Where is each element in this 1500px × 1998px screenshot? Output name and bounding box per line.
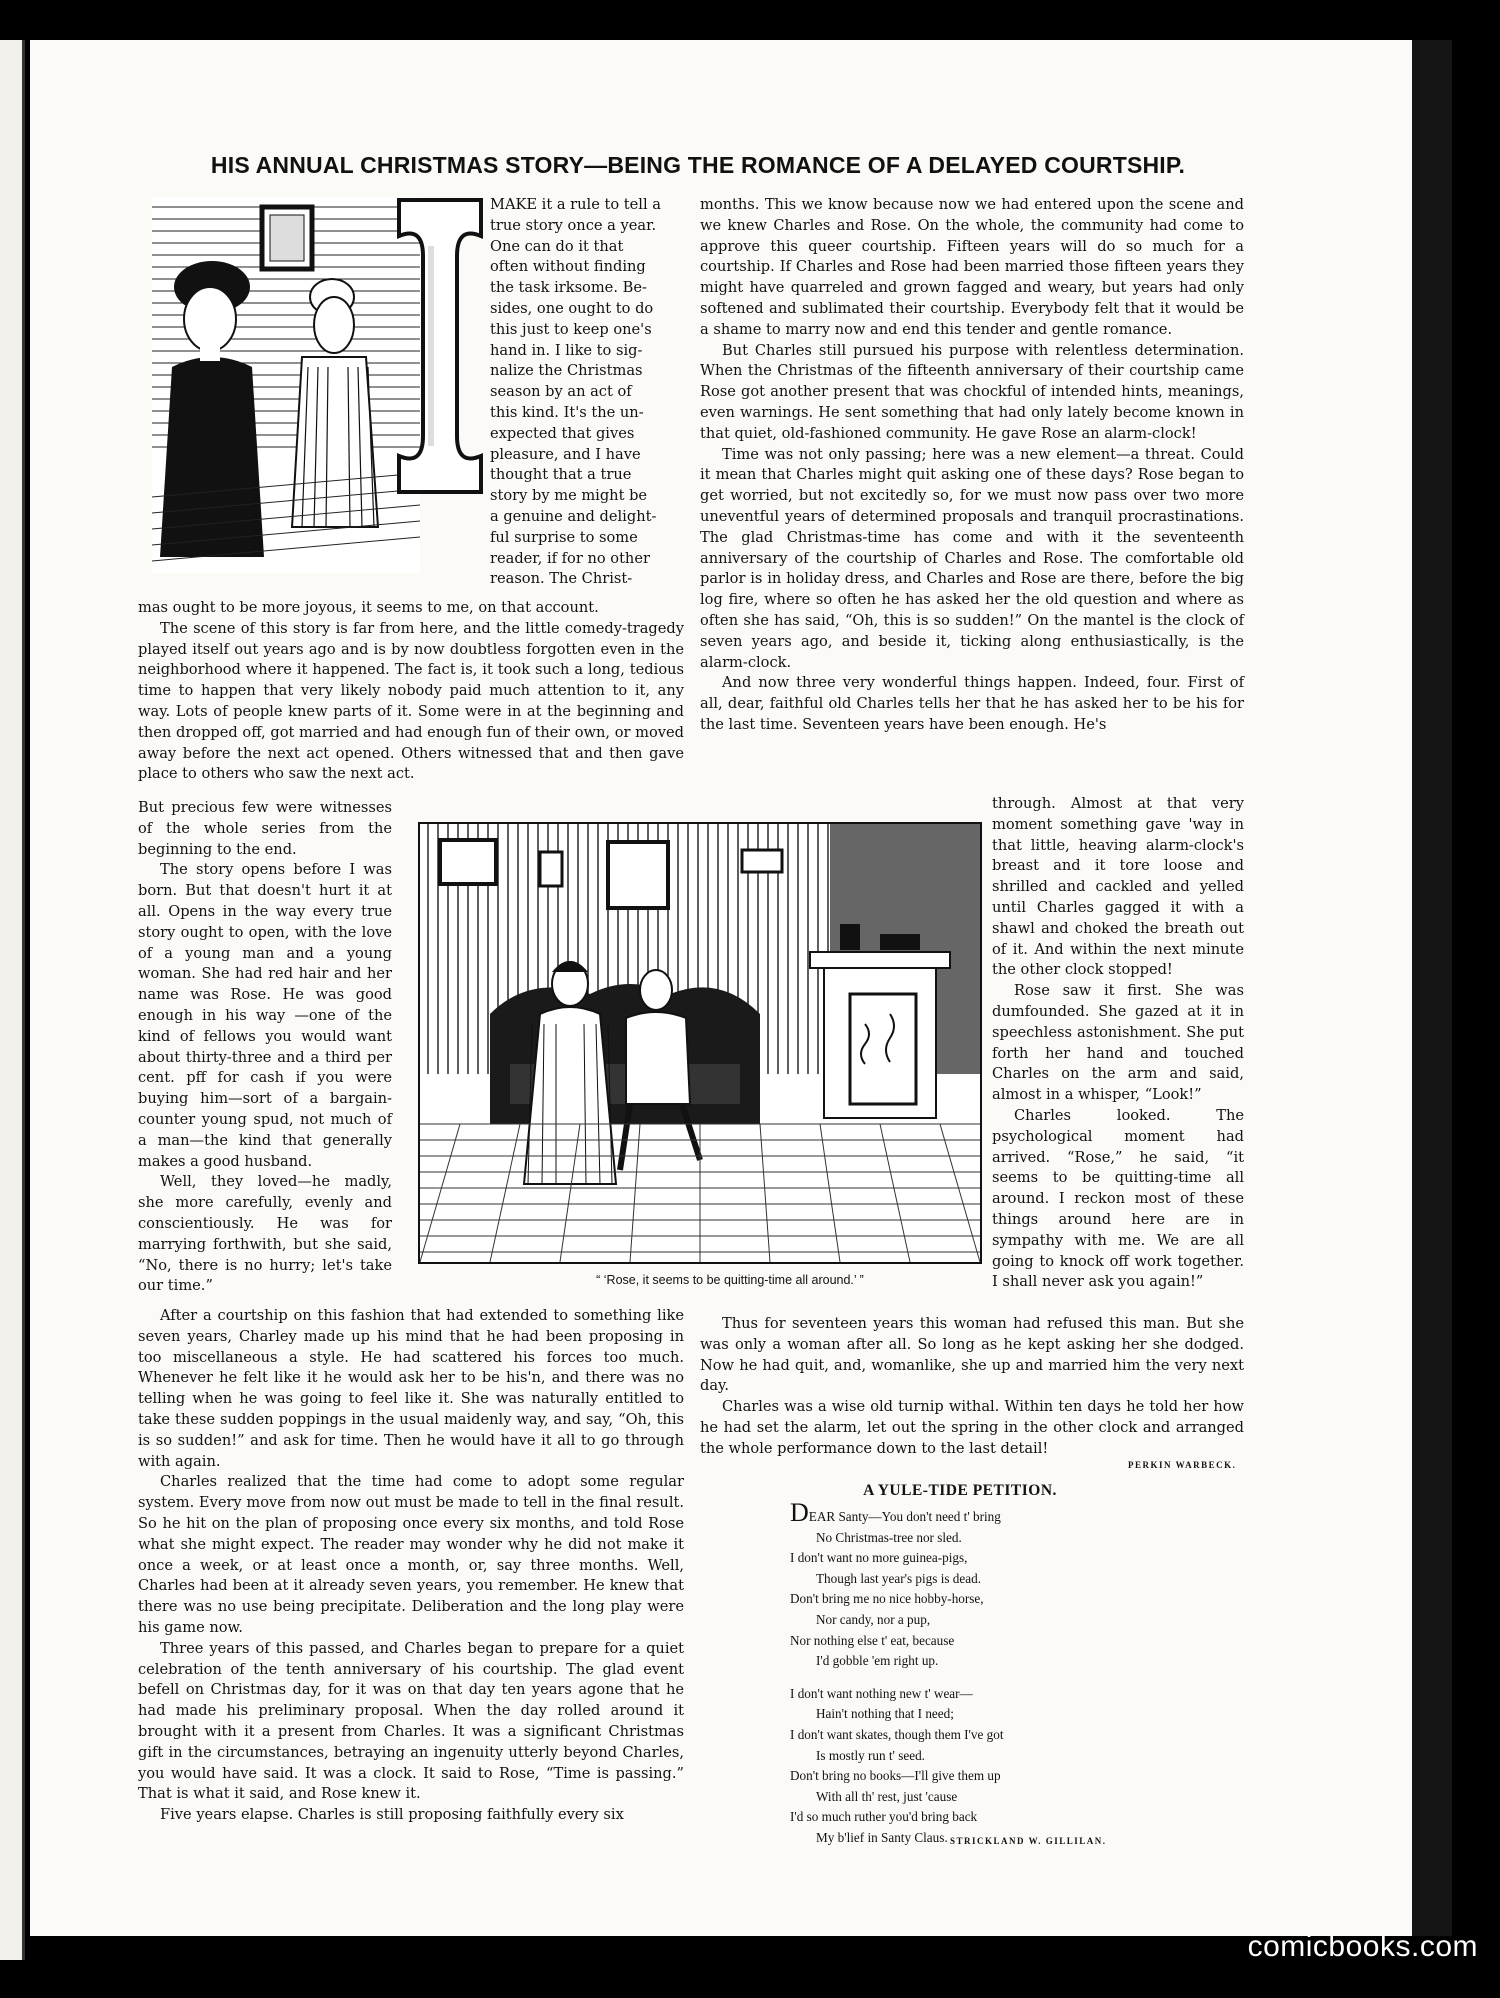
- story-paragraph: Charles realized that the time had come to adopt some regular system. Every move from now out must be made to tell in the final result. So he hit on the plan of proposing once every six months, and told Rose what she might expect. The reader may wonder why he did not make it once a week, or at least once a month, or, say three months. Well, Charles had been at it already seven years, you remember. He knew that there was no use being precipitate. Deliberation and the long play were his game now.: [138, 1473, 684, 1636]
- story-line: this kind. It's the un-: [490, 403, 644, 421]
- story-byline: PERKIN WARBECK.: [1128, 1460, 1237, 1470]
- story-line: expected that gives: [490, 424, 635, 442]
- story-left-column-top: [138, 598, 684, 785]
- story-line: season by an act of: [490, 383, 632, 401]
- poem-body: [790, 1498, 1170, 1849]
- story-paragraph: months. This we know because now we had entered upon the scene and we knew Charles and Rose. On the whole, the community had come to approve this queer courtship. Fifteen years will do so much for a courtship. If Charles and Rose had been married those fifteen years they might have quarreled and grown fagged and weary, but years had only softened and sublimated their courtship. Everybody felt that it would be a shame to marry now and end this tender and gentle romance.: [700, 196, 1244, 338]
- poem-line: Hain't nothing that I need;: [816, 1706, 954, 1722]
- story-line: ful surprise to some: [490, 528, 638, 546]
- story-line: true story once a year.: [490, 216, 657, 234]
- story-paragraph: After a courtship on this fashion that had extended to something like seven years, Charley made up his mind that he had been proposing in too miscellaneous a style. He had scattered his forces too much. Whenever he felt like it he would ask her to be his'n, and there was no telling when he was going to feel like it. She was naturally entitled to take these sudden poppings in the usual maidenly way, and say, “Oh, this is so sudden!” and ask for time. Then he would have it all to go through with again.: [138, 1307, 684, 1470]
- poem-line: Nor candy, nor a pup,: [816, 1611, 931, 1627]
- poem-initial: D: [790, 1498, 809, 1527]
- story-paragraph: Three years of this passed, and Charles began to prepare for a quiet celebration of the tenth anniversary of his courtship. The glad event befell on Christmas day, for it was on that day ten years agone that he had made his preliminary proposal. When the day rolled around it brought with it a present from Charles. It was a significant Christmas gift in the circumstances, betraying an ingenuity utterly beyond Charles, you would have said. It was a clock. It said to Rose, “Time is passing.” That is what it said, and Rose knew it.: [138, 1639, 684, 1803]
- story-paragraph: mas ought to be more joyous, it seems to me, on that account.: [138, 599, 599, 616]
- story-right-column-top: [700, 195, 1244, 736]
- drop-capital-i: [395, 196, 485, 496]
- story-line: often without finding: [490, 258, 646, 276]
- binding-shadow: [1412, 40, 1452, 1936]
- drop-capital-glyph: [395, 196, 485, 496]
- story-paragraph: And now three very wonderful things happen. Indeed, four. First of all, dear, faithful old Charles tells her that he has asked her to be his for the last time. Seventeen years have been enough. He's: [700, 674, 1244, 733]
- story-line: MAKE it a rule to tell a: [490, 196, 661, 213]
- poem-line: No Christmas-tree nor sled.: [816, 1529, 962, 1545]
- story-paragraph: But precious few were witnesses of the whole series from the beginning to the end.: [138, 799, 392, 858]
- poem-line: Don't bring me no nice hobby-horse,: [790, 1591, 984, 1607]
- story-line: a genuine and delight-: [490, 507, 657, 525]
- story-paragraph: Time was not only passing; here was a new element—a threat. Could it mean that Charles might quit asking one of these days? Rose began to get worried, but not excitedly so, for we must now pass over two more uneventful years of determined proposals and tranquil procrastinations. The glad Christmas-time has come and with it the seventeenth anniversary of the courtship of Charles and Rose. The comfortable old parlor is in holiday dress, and Charles and Rose are there, before the big log fire, where so often he has asked her the old question and where as often she has said, “Oh, this is so sudden!” On the mantel is the clock of seven years ago, and beside it, ticking along enthusiastically, is the alarm-clock.: [700, 445, 1244, 671]
- story-paragraph: Charles was a wise old turnip withal. Within ten days he told her how he had set the alarm, let out the spring in the other clock and arranged the whole performance down to the last detail!: [700, 1398, 1244, 1457]
- story-left-column-bottom: [138, 1306, 684, 1826]
- poem-line: I'd gobble 'em right up.: [816, 1653, 939, 1669]
- story-left-column-narrow: [138, 798, 392, 1297]
- poem-line: I don't want nothing new t' wear—: [790, 1685, 973, 1701]
- story-paragraph: The scene of this story is far from here, and the little comedy-tragedy played itself out years ago and is by now doubtless forgotten even in the neighborhood where it happened. The fact is, it took such a long, tedious time to happen that very likely nobody paid much attention to it, any way. Lots of people knew parts of it. Some were in at the beginning and then dropped off, got married and had enough fun of their own, or moved away before the next act opened. Others witnessed that and then gave place to others who saw the next act.: [138, 619, 684, 783]
- story-line: hand in. I like to sig-: [490, 341, 643, 359]
- poem-line: Though last year's pigs is dead.: [816, 1570, 981, 1586]
- stanza-break: [790, 1672, 1170, 1684]
- poem-line: Is mostly run t' seed.: [816, 1747, 925, 1763]
- poem-line: Don't bring no books—I'll give them up: [790, 1768, 1001, 1784]
- story-line: story by me might be: [490, 487, 648, 505]
- story-line: this just to keep one's: [490, 320, 652, 338]
- story-paragraph: But Charles still pursued his purpose with relentless determination. When the Christmas of the fifteenth anniversary of their courtship came Rose got another present that was chockful of intended hints, meanings, even warnings. He sent something that had only lately become known in that quiet, old-fashioned community. He gave Rose an alarm-clock!: [700, 341, 1244, 442]
- story-right-column-narrow: [992, 794, 1244, 1293]
- couple-drawing: [152, 197, 420, 573]
- poem-line: With all th' rest, just 'cause: [816, 1788, 958, 1804]
- story-line: nalize the Christmas: [490, 362, 643, 380]
- story-paragraph: through. Almost at that very moment something gave 'way in that little, heaving alarm-clock's breast and it tore loose and shrilled and cackled and yelled until Charles gagged it with a shawl and choked the breath out of it. And within the next minute the other clock stopped!: [992, 795, 1244, 979]
- story-opening-column: [490, 195, 684, 590]
- story-paragraph: Charles looked. The psychological moment had arrived. “Rose,” he said, “it seems to be quitting-time all around. I reckon most of these things around here are in sympathy with me. We are all going to knock off work together. I shall never ask you again!”: [992, 1106, 1244, 1291]
- story-paragraph: Rose saw it first. She was dumfounded. She gazed at it in speechless astonishment. She put forth her hand and touched Charles on the arm and said, almost in a whisper, “Look!”: [992, 982, 1244, 1104]
- story-line: pleasure, and I have: [490, 445, 641, 463]
- site-watermark: comicbooks.com: [1247, 1930, 1478, 1963]
- page-headline: HIS ANNUAL CHRISTMAS STORY—BEING THE ROMANCE OF A DELAYED COURTSHIP.: [210, 152, 1186, 178]
- parlor-illustration: [418, 822, 982, 1264]
- story-right-column-bottom: [700, 1314, 1244, 1460]
- story-paragraph: Five years elapse. Charles is still proposing faithfully every six: [160, 1806, 624, 1824]
- adjacent-page-edge: [0, 40, 25, 1960]
- illustration-caption: “ ‘Rose, it seems to be quitting-time all around.’ ”: [596, 1273, 864, 1287]
- poem-line: I don't want no more guinea-pigs,: [790, 1550, 968, 1566]
- poem-byline: STRICKLAND W. GILLILAN.: [950, 1836, 1107, 1846]
- parlor-drawing: [420, 824, 980, 1262]
- story-line: reader, if for no other: [490, 549, 650, 567]
- story-line: the task irksome. Be-: [490, 279, 647, 297]
- poem-line: My b'lief in Santy Claus.: [816, 1829, 948, 1845]
- poem-line: Nor nothing else t' eat, because: [790, 1632, 955, 1648]
- poem-line: I don't want skates, though them I've got: [790, 1726, 1004, 1742]
- poem-title: A YULE-TIDE PETITION.: [863, 1482, 1057, 1499]
- story-line: One can do it that: [490, 237, 624, 255]
- story-paragraph: Thus for seventeen years this woman had refused this man. But she was only a woman after all. So long as he kept asking her she dodged. Now he had quit, and, womanlike, she up and married him the very next day.: [700, 1315, 1244, 1395]
- poem-line: EAR Santy—You don't need t' bring: [808, 1509, 1001, 1524]
- story-paragraph: The story opens before I was born. But that doesn't hurt it at all. Opens in the way every true story ought to open, with the love of a young man and a young woman. She had red hair and her name was Rose. He was good enough in his way —one of the kind of fellows you would want about thirty-three and a third per cent. pff for cash if you were buying him—sort of a bargain-counter young spud, not much of a man—the kind that generally makes a good husband.: [138, 861, 392, 1170]
- poem-line: I'd so much ruther you'd bring back: [790, 1809, 978, 1825]
- story-paragraph: Well, they loved—he madly, she more carefully, evenly and conscientiously. He was for marrying forthwith, but she said, “No, there is no hurry; let's take our time.”: [138, 1173, 392, 1295]
- story-line: thought that a true: [490, 466, 632, 484]
- couple-illustration: [152, 197, 420, 573]
- story-line: reason. The Christ-: [490, 570, 633, 588]
- story-line: sides, one ought to do: [490, 299, 654, 317]
